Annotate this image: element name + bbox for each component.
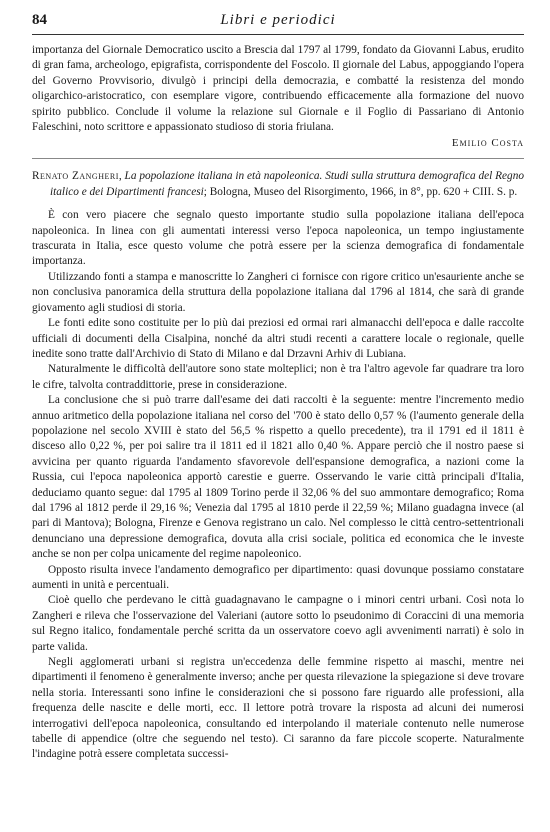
citation-title: La popolazione italiana in età napoleonica. Studi sulla struttura demografica del Regno italico e dei Dipartimenti francesi bbox=[50, 170, 524, 198]
review-body bbox=[32, 208, 524, 763]
review-paragraph: Cioè quello che perdevano le città guadagnavano le campagne o i minori centri urbani. Così nota lo Zangheri e rileva che l'osservazione del Valeriani (autore sotto lo pseudonimo di Coraccini di una memoria sul Regno italico, fondamentale perché scritta da un osservatore coevo agli avvenimenti narrati) è solo in parte valida. bbox=[32, 594, 524, 653]
review-paragraph: Negli agglomerati urbani si registra un'eccedenza delle femmine rispetto ai maschi, mentre nei dipartimenti il fenomeno è generalmente inverso; anche per questa rilevazione la spiegazione si deve trovare nella storia. Interessanti sono infine le considerazioni che si possono fare riguardo alle professioni, alla frequenza delle nascite e delle morti, ecc. Il lettore potrà trovare la risposta ad alcuni dei numerosi interrogativi dell'epoca napoleonica, consultando ed interpolando il materiale contenuto nelle numerose tabelle di appendice (oltre che seguendo nel testo). Ci saranno da fare piccole scoperte. Naturalmente l'indagine potrà essere completata successi- bbox=[32, 656, 524, 761]
review-paragraph: importanza del Giornale Democratico uscito a Brescia dal 1797 al 1799, fondato da Giovanni Labus, erudito di gran fama, archeologo, epigrafista, corrispondente del Foscolo. Il giornale del Labus, appoggiando l'opera del Governo Provvisorio, divulgò i principi della democrazia, e combatté la resistenza del mondo oligarchico-aristocratico, con esemplare vigore, contribuendo efficacemente alla formazione del nuovo spirito pubblico. Conclude il volume la relazione sul Giornale e il Foglio di Passariano di Antonio Faleschini, noto scrittore e appassionato studioso di storia friulana. bbox=[32, 44, 524, 134]
review-paragraph: Naturalmente le difficoltà dell'autore sono state molteplici; non è tra l'altro agevole far quadrare tra loro le cifre, talvolta contraddittorie, prese in considerazione. bbox=[32, 363, 524, 391]
page-number: 84 bbox=[32, 12, 47, 28]
review-signature: Emilio Costa bbox=[451, 137, 524, 150]
review-paragraph: Utilizzando fonti a stampa e manoscritte lo Zangheri ci fornisce con rigore critico un'esauriente anche se non conclusiva panoramica della struttura della popolazione italiana dal 1796 al 1814, che sarà di grande giovamento agli studiosi di storia. bbox=[32, 270, 524, 314]
review-costa bbox=[32, 43, 524, 149]
review-paragraph: La conclusione che si può trarre dall'esame dei dati raccolti è la seguente: mentre l'incremento medio annuo aritmetico della popolazione italiana nel corso del '700 è stato dello 0,57 % (l'aumento generale della popolazione nel secolo XVIII è stato del 56,5 % rispetto a quello precedente), tra il 1791 ed il 1811 è disceso allo 0,22 %, per poi salire tra il 1811 ed il 1821 allo 0,40 %. Appare perciò che il nostro paese si avvicina per quanto riguarda l'andamento sfavorevole dell'espansione demografica, a nazioni come la Russia, cui l'epoca napoleonica apportò carestie e guerre. Osservando le varie città principali d'Italia, deduciamo quanto segue: dal 1795 al 1809 Torino perde il 32,06 % del suo ammontare demografico; Roma dal 1796 al 1812 perde il 29,16 %; Venezia dal 1795 al 1810 perde il 22,59 %; Milano guadagna invece (al pari di Mantova); Bologna, Firenze e Genova registrano un calo. Nel complesso le città centro-settentrionali denunciano una depressione demografica, dovuta alla crisi sociale, politica ed economica che le investe anche se non per colpa unicamente del regime napoleonico. bbox=[32, 394, 524, 561]
citation-publication: ; Bologna, Museo del Risorgimento, 1966, in 8°, pp. 620 + CIII. S. p. bbox=[203, 185, 518, 198]
citation-author: Renato Zangheri bbox=[32, 170, 119, 183]
book-citation: Renato Zangheri, La popolazione italiana in età napoleonica. Studi sulla struttura demografica del Regno italico e dei Dipartimenti francesi; Bologna, Museo del Risorgimento, 1966, in 8°, pp. 620 + CIII. S. p. bbox=[32, 170, 524, 198]
review-zangheri bbox=[32, 169, 524, 762]
section-divider bbox=[32, 158, 524, 159]
review-paragraph: Le fonti edite sono costituite per lo più dai preziosi ed ormai rari almanacchi dell'epoca e dalle raccolte ufficiali di documenti della Cisalpina, nonché da altri studi recenti a carattere locale o regionale, quelle inedite sono tratte dall'Archivio di Stato di Milano e dal Drzavni Arhiv di Lubiana. bbox=[32, 317, 524, 360]
running-title: Libri e periodici bbox=[220, 12, 336, 28]
review-paragraph: È con vero piacere che segnalo questo importante studio sulla popolazione italiana dell'epoca napoleonica. In linea con gli aumentati interessi verso l'epoca napoleonica, un tempo ingiustamente trascurata in Italia, esce questo volume che potrà essere per la scienza demografica di fondamentale importanza. bbox=[32, 209, 524, 268]
page-header bbox=[32, 12, 524, 35]
review-paragraph: Opposto risulta invece l'andamento demografico per dipartimento: quasi dovunque possiamo constatare aumenti in unità e percentuali. bbox=[32, 563, 524, 591]
